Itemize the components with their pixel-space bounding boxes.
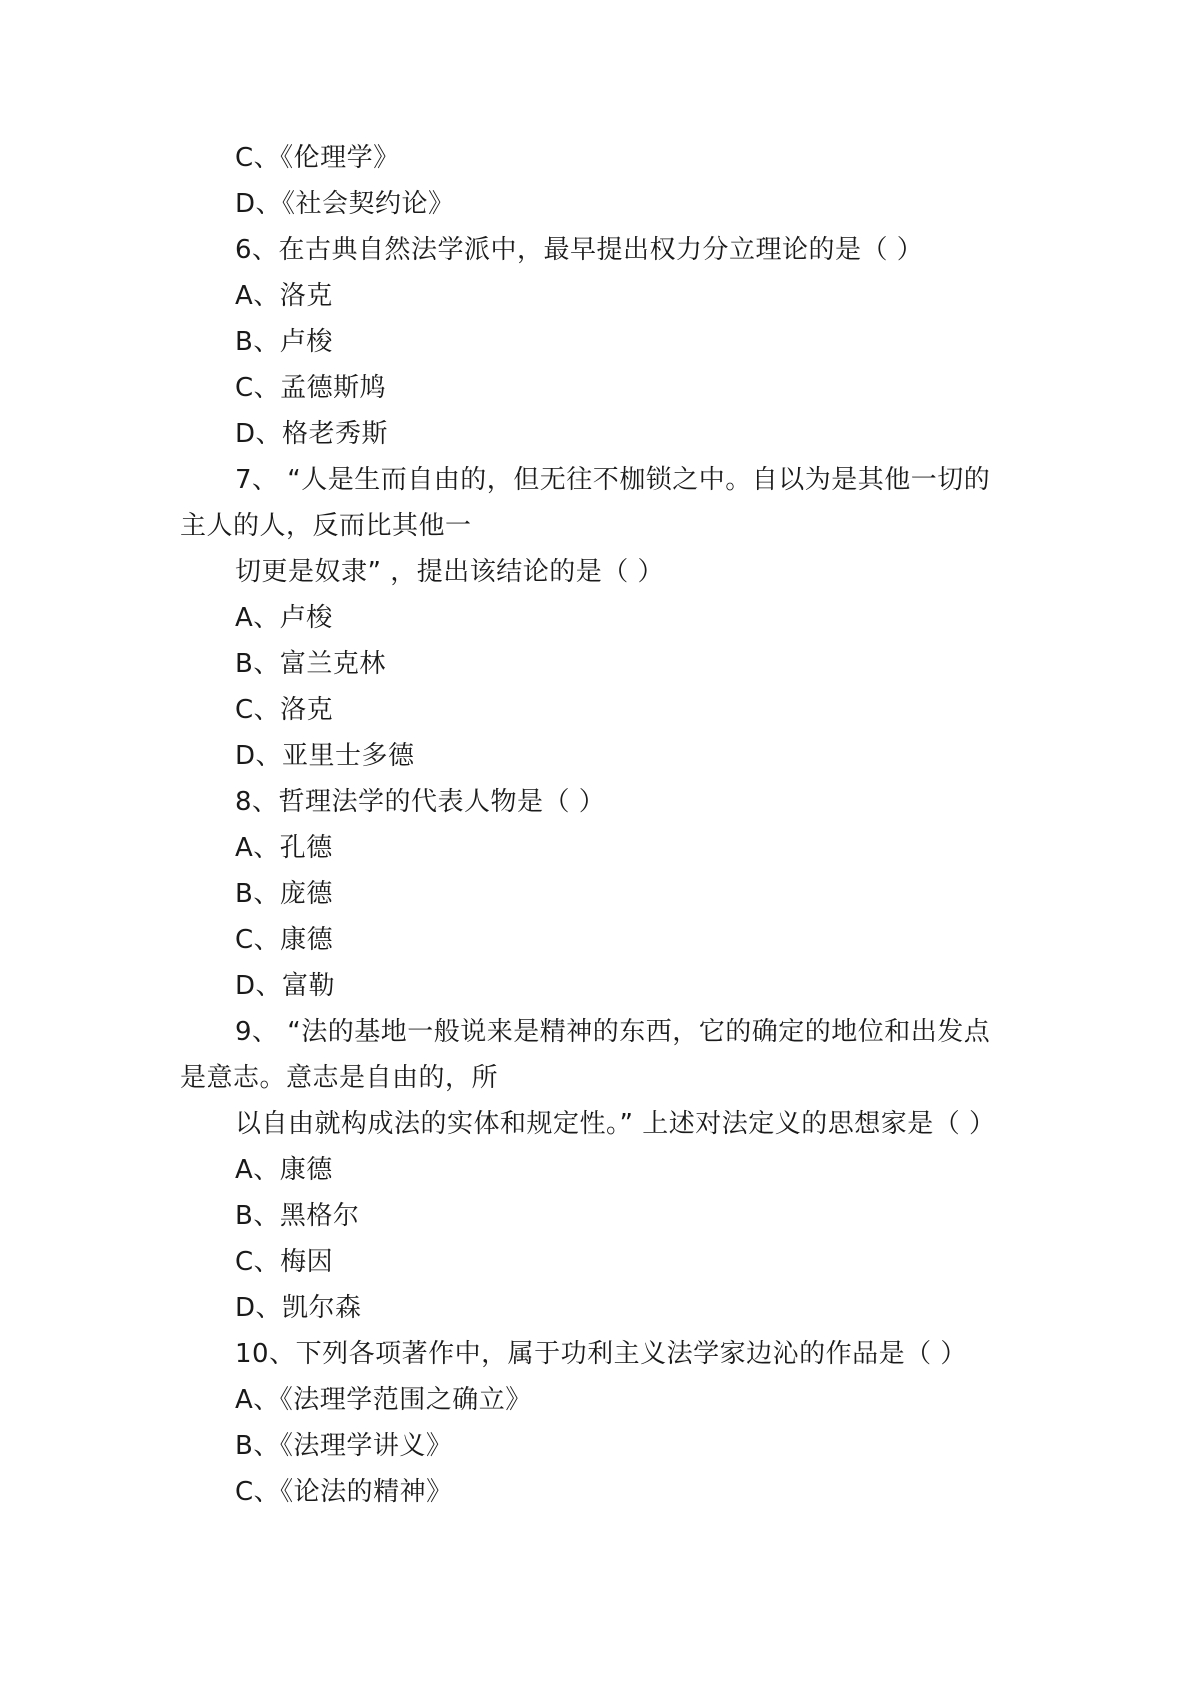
q7-option-b: B、富兰克林 (235, 649, 386, 679)
q9-question-line3: 以自由就构成法的实体和规定性。” 上述对法定义的思想家是（ ） (235, 1109, 996, 1139)
q9-option-a: A、康德 (235, 1155, 333, 1185)
q5-option-d: D、《社会契约论》 (235, 189, 455, 219)
q9-option-b: B、黑格尔 (235, 1201, 360, 1231)
q8-option-b: B、庞德 (235, 879, 333, 909)
q9-option-c: C、梅因 (235, 1247, 334, 1277)
q7-question-line2: 主人的人，反而比其他一 (180, 511, 472, 541)
q8-question: 8、哲理法学的代表人物是（ ） (235, 787, 606, 817)
q5-option-c: C、《伦理学》 (235, 143, 400, 173)
q6-question: 6、在古典自然法学派中，最早提出权力分立理论的是（ ） (235, 235, 924, 265)
q7-question-line1: 7、 “人是生而自由的，但无往不枷锁之中。自以为是其他一切的 (235, 465, 991, 495)
q8-option-a: A、孔德 (235, 833, 333, 863)
q9-question-line2: 是意志。意志是自由的，所 (180, 1063, 499, 1093)
q6-option-a: A、洛克 (235, 281, 333, 311)
q10-option-c: C、《论法的精神》 (235, 1477, 453, 1507)
q9-question-line1: 9、 “法的基地一般说来是精神的东西，它的确定的地位和出发点 (235, 1017, 991, 1047)
q10-question: 10、下列各项著作中，属于功利主义法学家边沁的作品是（ ） (235, 1339, 967, 1369)
q10-option-a: A、《法理学范围之确立》 (235, 1385, 532, 1415)
q7-option-c: C、洛克 (235, 695, 334, 725)
q7-question-line3: 切更是奴隶” ，提出该结论的是（ ） (235, 557, 664, 587)
q6-option-c: C、孟德斯鸠 (235, 373, 387, 403)
q6-option-d: D、格老秀斯 (235, 419, 389, 449)
q7-option-d: D、亚里士多德 (235, 741, 415, 771)
q8-option-d: D、富勒 (235, 971, 336, 1001)
q8-option-c: C、康德 (235, 925, 334, 955)
q6-option-b: B、卢梭 (235, 327, 333, 357)
q7-option-a: A、卢梭 (235, 603, 333, 633)
q10-option-b: B、《法理学讲义》 (235, 1431, 453, 1461)
q9-option-d: D、凯尔森 (235, 1293, 362, 1323)
